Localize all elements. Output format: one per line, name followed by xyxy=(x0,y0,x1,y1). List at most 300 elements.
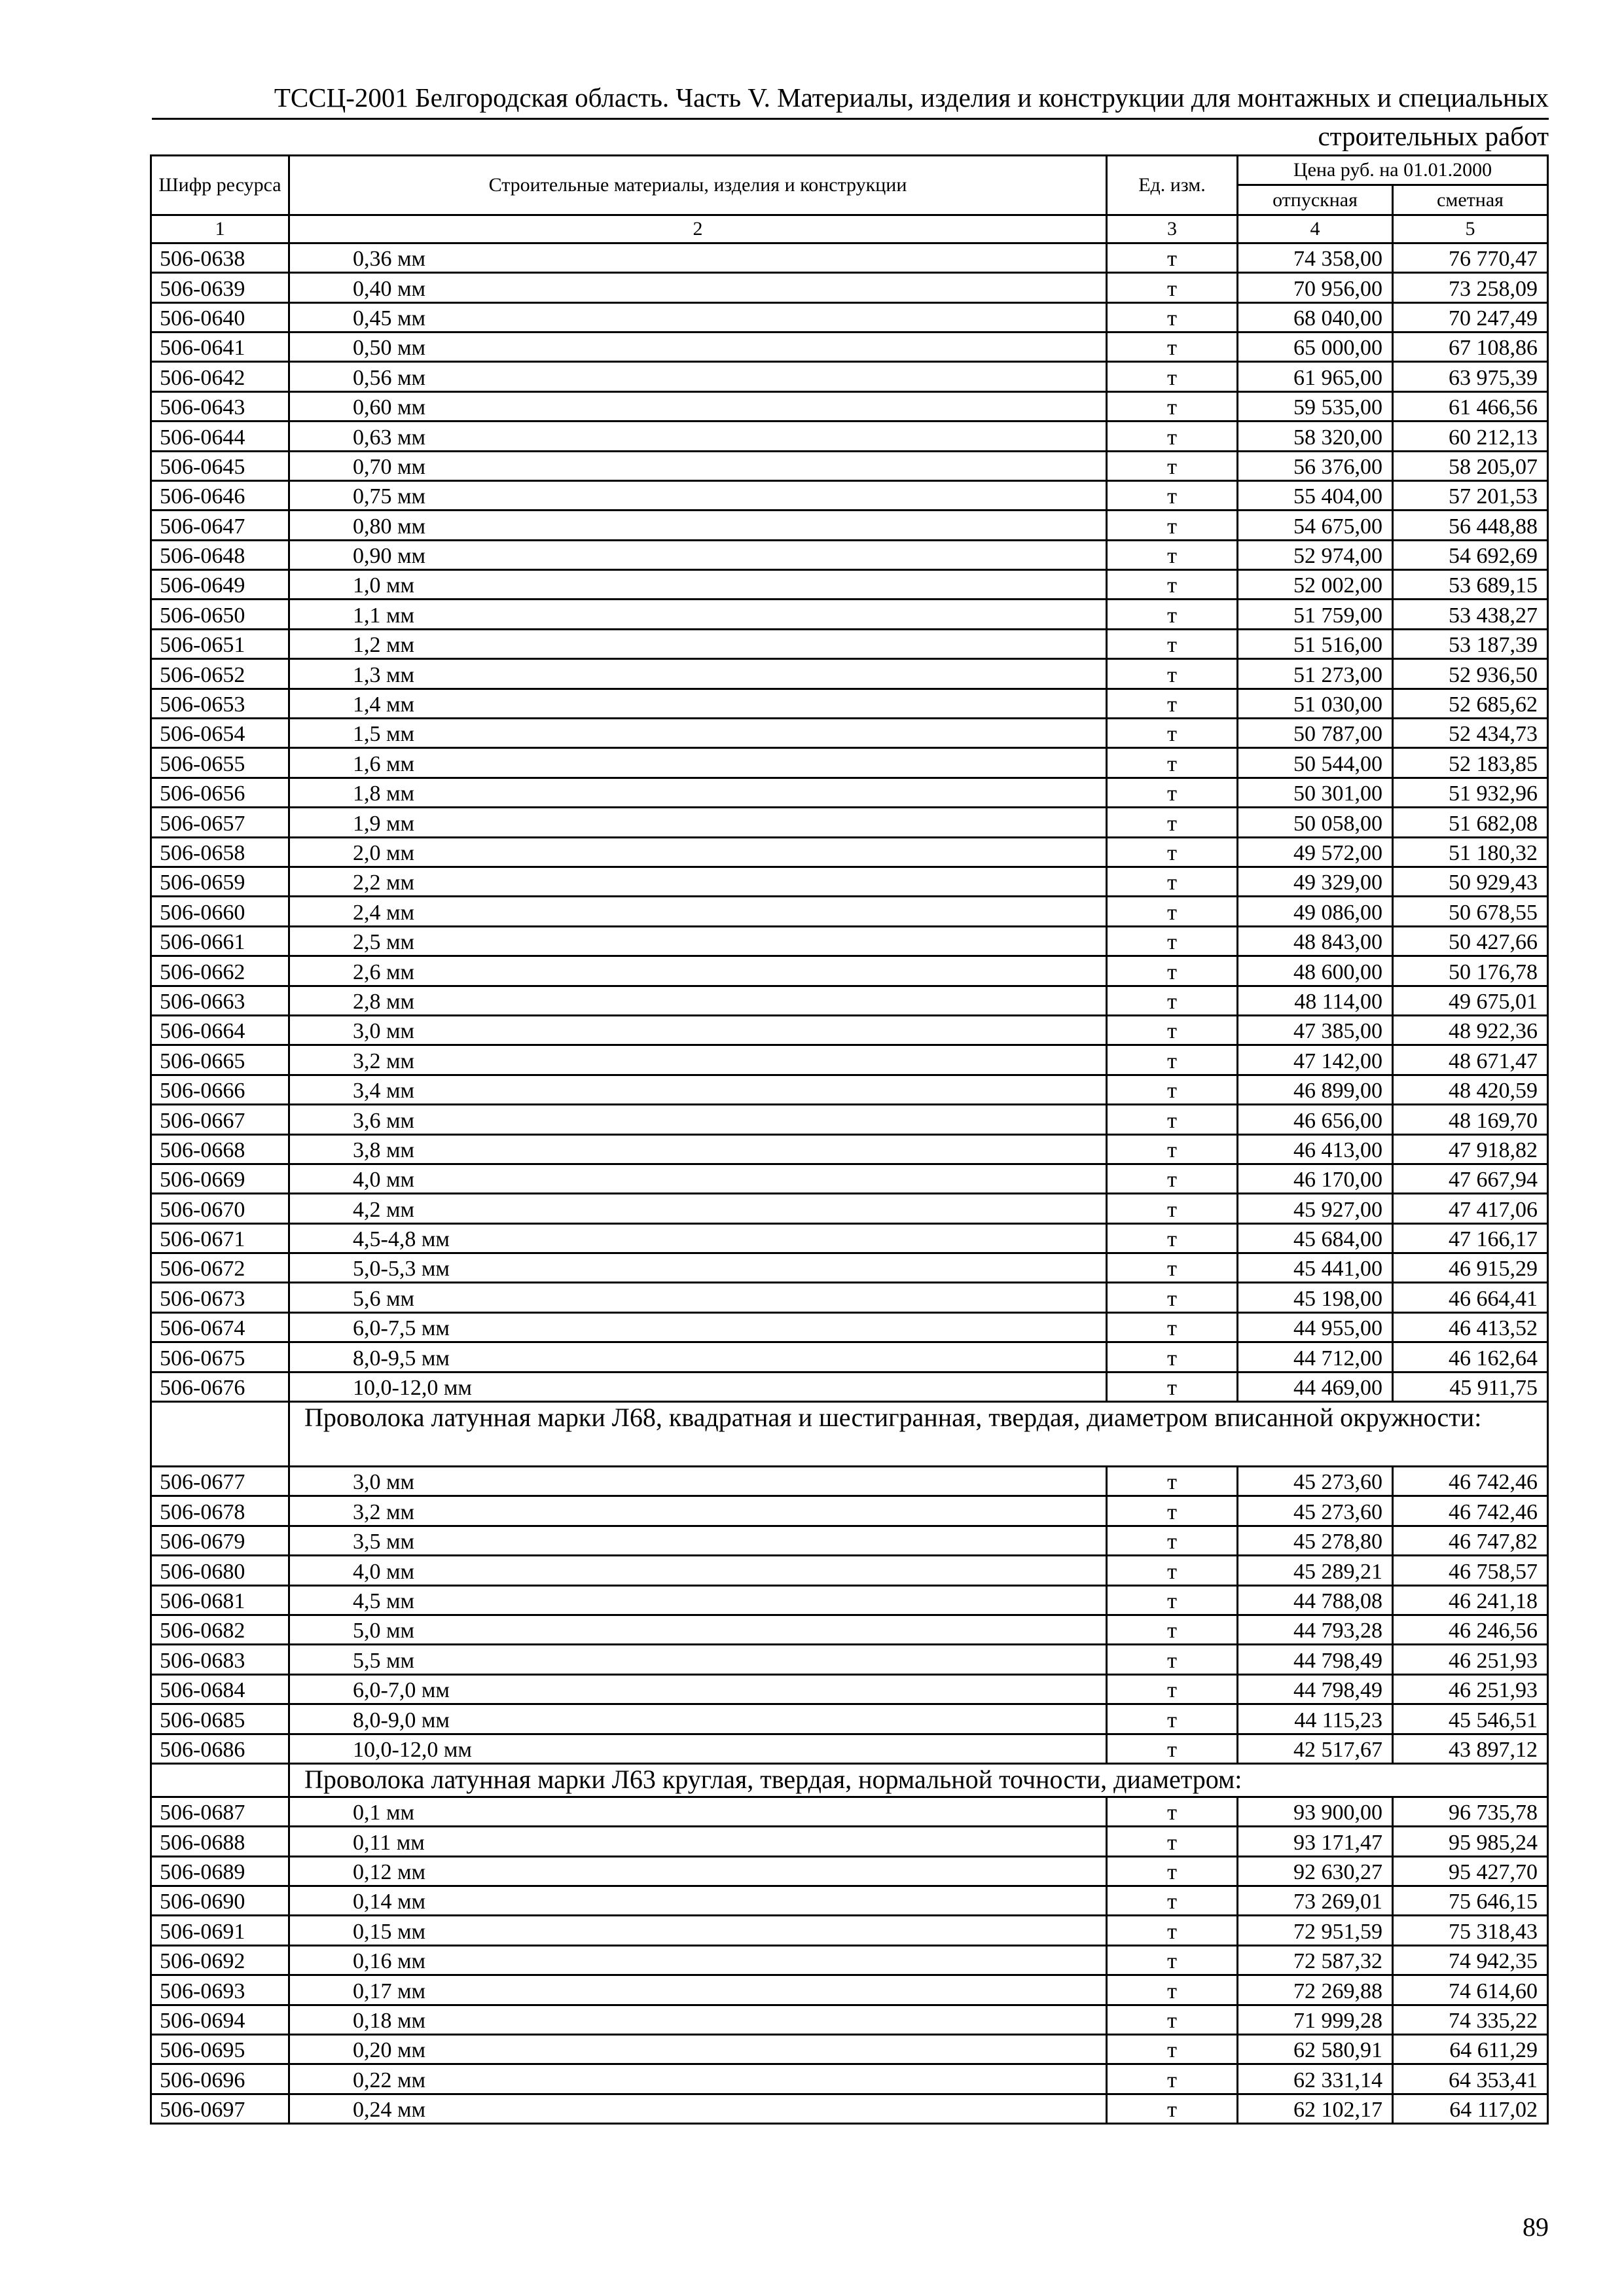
resource-code: 506-0642 xyxy=(151,362,289,391)
material-name: 0,22 мм xyxy=(289,2064,1107,2094)
release-price: 58 320,00 xyxy=(1238,422,1393,451)
resource-code: 506-0695 xyxy=(151,2035,289,2064)
release-price: 55 404,00 xyxy=(1238,480,1393,510)
unit: т xyxy=(1107,897,1238,926)
estimate-price: 52 685,62 xyxy=(1393,689,1548,718)
release-price: 45 198,00 xyxy=(1238,1283,1393,1312)
resource-code: 506-0669 xyxy=(151,1164,289,1193)
release-price: 44 955,00 xyxy=(1238,1312,1393,1342)
release-price: 45 927,00 xyxy=(1238,1194,1393,1223)
resource-code: 506-0672 xyxy=(151,1253,289,1283)
material-name: 0,50 мм xyxy=(289,332,1107,361)
release-price: 49 086,00 xyxy=(1238,897,1393,926)
material-name: 0,24 мм xyxy=(289,2094,1107,2123)
table-row xyxy=(151,2064,1548,2094)
unit: т xyxy=(1107,689,1238,718)
material-name: 1,9 мм xyxy=(289,808,1107,837)
resource-code: 506-0690 xyxy=(151,1886,289,1916)
header-unit: Ед. изм. xyxy=(1107,156,1238,215)
resource-code: 506-0680 xyxy=(151,1556,289,1585)
table-row xyxy=(151,1075,1548,1104)
table-row xyxy=(151,719,1548,748)
material-name: 3,8 мм xyxy=(289,1134,1107,1164)
table-row xyxy=(151,1164,1548,1193)
material-name: 5,0-5,3 мм xyxy=(289,1253,1107,1283)
material-name: 3,5 мм xyxy=(289,1526,1107,1555)
estimate-price: 64 353,41 xyxy=(1393,2064,1548,2094)
material-name: 5,6 мм xyxy=(289,1283,1107,1312)
material-name: 0,90 мм xyxy=(289,540,1107,569)
estimate-price: 46 251,93 xyxy=(1393,1674,1548,1704)
unit: т xyxy=(1107,1526,1238,1555)
estimate-price: 56 448,88 xyxy=(1393,511,1548,540)
release-price: 62 102,17 xyxy=(1238,2094,1393,2123)
table-row xyxy=(151,1045,1548,1075)
estimate-price: 46 747,82 xyxy=(1393,1526,1548,1555)
resource-code: 506-0655 xyxy=(151,748,289,778)
release-price: 48 114,00 xyxy=(1238,986,1393,1015)
material-name: 6,0-7,5 мм xyxy=(289,1312,1107,1342)
table-row xyxy=(151,1015,1548,1045)
resource-code: 506-0668 xyxy=(151,1134,289,1164)
table-row xyxy=(151,511,1548,540)
unit: т xyxy=(1107,719,1238,748)
unit: т xyxy=(1107,986,1238,1015)
table-row xyxy=(151,2005,1548,2034)
header-price: Цена руб. на 01.01.2000 xyxy=(1238,156,1548,185)
material-name: 1,5 мм xyxy=(289,719,1107,748)
estimate-price: 75 318,43 xyxy=(1393,1916,1548,1945)
resource-code: 506-0677 xyxy=(151,1467,289,1496)
estimate-price: 74 335,22 xyxy=(1393,2005,1548,2034)
resource-code: 506-0638 xyxy=(151,243,289,272)
release-price: 52 002,00 xyxy=(1238,570,1393,600)
material-name: 10,0-12,0 мм xyxy=(289,1372,1107,1401)
release-price: 44 469,00 xyxy=(1238,1372,1393,1401)
unit: т xyxy=(1107,1164,1238,1193)
estimate-price: 96 735,78 xyxy=(1393,1797,1548,1826)
unit: т xyxy=(1107,1975,1238,2005)
estimate-price: 73 258,09 xyxy=(1393,273,1548,302)
resource-code: 506-0647 xyxy=(151,511,289,540)
release-price: 50 787,00 xyxy=(1238,719,1393,748)
resource-code: 506-0697 xyxy=(151,2094,289,2123)
table-row xyxy=(151,1704,1548,1734)
table-row xyxy=(151,422,1548,451)
resource-code: 506-0674 xyxy=(151,1312,289,1342)
material-name: 1,3 мм xyxy=(289,659,1107,689)
unit: т xyxy=(1107,956,1238,986)
material-name: 0,16 мм xyxy=(289,1945,1107,1975)
resource-code: 506-0645 xyxy=(151,451,289,480)
material-name: 3,2 мм xyxy=(289,1045,1107,1075)
unit: т xyxy=(1107,570,1238,600)
section-heading: Проволока латунная марки Л63 круглая, твердая, нормальной точности, диаметром: xyxy=(289,1763,1548,1797)
material-name: 0,18 мм xyxy=(289,2005,1107,2034)
estimate-price: 52 183,85 xyxy=(1393,748,1548,778)
estimate-price: 50 427,66 xyxy=(1393,926,1548,956)
table-row xyxy=(151,1556,1548,1585)
release-price: 44 712,00 xyxy=(1238,1342,1393,1372)
material-name: 3,0 мм xyxy=(289,1467,1107,1496)
header-release-price: отпускная xyxy=(1238,185,1393,215)
unit: т xyxy=(1107,2064,1238,2094)
release-price: 48 843,00 xyxy=(1238,926,1393,956)
resource-code: 506-0654 xyxy=(151,719,289,748)
header-row-top xyxy=(151,156,1548,185)
release-price: 46 656,00 xyxy=(1238,1105,1393,1134)
estimate-price: 45 546,51 xyxy=(1393,1704,1548,1734)
release-price: 51 030,00 xyxy=(1238,689,1393,718)
release-price: 49 572,00 xyxy=(1238,837,1393,867)
unit: т xyxy=(1107,1945,1238,1975)
estimate-price: 46 742,46 xyxy=(1393,1467,1548,1496)
resource-code: 506-0673 xyxy=(151,1283,289,1312)
release-price: 46 413,00 xyxy=(1238,1134,1393,1164)
resource-code: 506-0678 xyxy=(151,1496,289,1526)
estimate-price: 46 915,29 xyxy=(1393,1253,1548,1283)
estimate-price: 61 466,56 xyxy=(1393,391,1548,421)
estimate-price: 60 212,13 xyxy=(1393,422,1548,451)
table-row xyxy=(151,1975,1548,2005)
table-row xyxy=(151,1253,1548,1283)
table-row xyxy=(151,1856,1548,1886)
unit: т xyxy=(1107,1342,1238,1372)
estimate-price: 64 117,02 xyxy=(1393,2094,1548,2123)
material-name: 1,8 мм xyxy=(289,778,1107,807)
release-price: 45 273,60 xyxy=(1238,1467,1393,1496)
estimate-price: 50 678,55 xyxy=(1393,897,1548,926)
estimate-price: 53 187,39 xyxy=(1393,629,1548,658)
table-row xyxy=(151,2035,1548,2064)
resource-code: 506-0664 xyxy=(151,1015,289,1045)
unit: т xyxy=(1107,1015,1238,1045)
table-row xyxy=(151,1827,1548,1856)
estimate-price: 67 108,86 xyxy=(1393,332,1548,361)
estimate-price: 54 692,69 xyxy=(1393,540,1548,569)
unit: т xyxy=(1107,600,1238,629)
resource-code: 506-0658 xyxy=(151,837,289,867)
table-row xyxy=(151,1496,1548,1526)
material-name: 0,75 мм xyxy=(289,480,1107,510)
resource-code: 506-0662 xyxy=(151,956,289,986)
release-price: 72 269,88 xyxy=(1238,1975,1393,2005)
release-price: 48 600,00 xyxy=(1238,956,1393,986)
table-body xyxy=(151,243,1548,2123)
release-price: 62 331,14 xyxy=(1238,2064,1393,2094)
release-price: 54 675,00 xyxy=(1238,511,1393,540)
release-price: 71 999,28 xyxy=(1238,2005,1393,2034)
unit: т xyxy=(1107,778,1238,807)
release-price: 50 058,00 xyxy=(1238,808,1393,837)
estimate-price: 50 929,43 xyxy=(1393,867,1548,896)
unit: т xyxy=(1107,1134,1238,1164)
resource-code: 506-0667 xyxy=(151,1105,289,1134)
table-row xyxy=(151,1734,1548,1763)
material-name: 1,4 мм xyxy=(289,689,1107,718)
table-row xyxy=(151,2094,1548,2123)
table-row xyxy=(151,867,1548,896)
release-price: 56 376,00 xyxy=(1238,451,1393,480)
estimate-price: 64 611,29 xyxy=(1393,2035,1548,2064)
resource-code: 506-0657 xyxy=(151,808,289,837)
release-price: 59 535,00 xyxy=(1238,391,1393,421)
material-name: 0,14 мм xyxy=(289,1886,1107,1916)
material-name: 4,5 мм xyxy=(289,1585,1107,1615)
material-name: 1,1 мм xyxy=(289,600,1107,629)
table-row xyxy=(151,956,1548,986)
material-name: 4,0 мм xyxy=(289,1556,1107,1585)
release-price: 46 170,00 xyxy=(1238,1164,1393,1193)
unit: т xyxy=(1107,2005,1238,2034)
estimate-price: 48 671,47 xyxy=(1393,1045,1548,1075)
release-price: 45 684,00 xyxy=(1238,1223,1393,1253)
unit: т xyxy=(1107,1615,1238,1644)
estimate-price: 53 438,27 xyxy=(1393,600,1548,629)
section-row xyxy=(151,1402,1548,1467)
resource-code: 506-0650 xyxy=(151,600,289,629)
unit: т xyxy=(1107,1253,1238,1283)
resource-code: 506-0676 xyxy=(151,1372,289,1401)
release-price: 45 278,80 xyxy=(1238,1526,1393,1555)
unit: т xyxy=(1107,2094,1238,2123)
estimate-price: 46 241,18 xyxy=(1393,1585,1548,1615)
unit: т xyxy=(1107,1467,1238,1496)
material-name: 1,2 мм xyxy=(289,629,1107,658)
estimate-price: 46 162,64 xyxy=(1393,1342,1548,1372)
material-name: 0,80 мм xyxy=(289,511,1107,540)
material-name: 0,60 мм xyxy=(289,391,1107,421)
section-code-cell xyxy=(151,1402,289,1467)
estimate-price: 49 675,01 xyxy=(1393,986,1548,1015)
material-name: 0,36 мм xyxy=(289,243,1107,272)
unit: т xyxy=(1107,1886,1238,1916)
resource-code: 506-0653 xyxy=(151,689,289,718)
table-row xyxy=(151,1886,1548,1916)
table-row xyxy=(151,1105,1548,1134)
resource-code: 506-0639 xyxy=(151,273,289,302)
table-row xyxy=(151,1674,1548,1704)
estimate-price: 75 646,15 xyxy=(1393,1886,1548,1916)
material-name: 10,0-12,0 мм xyxy=(289,1734,1107,1763)
resource-code: 506-0696 xyxy=(151,2064,289,2094)
resource-code: 506-0640 xyxy=(151,302,289,332)
table-row xyxy=(151,1467,1548,1496)
resource-code: 506-0663 xyxy=(151,986,289,1015)
table-row xyxy=(151,1134,1548,1164)
estimate-price: 46 413,52 xyxy=(1393,1312,1548,1342)
material-name: 0,15 мм xyxy=(289,1916,1107,1945)
estimate-price: 46 251,93 xyxy=(1393,1645,1548,1674)
estimate-price: 46 664,41 xyxy=(1393,1283,1548,1312)
release-price: 47 385,00 xyxy=(1238,1015,1393,1045)
unit: т xyxy=(1107,243,1238,272)
material-name: 2,2 мм xyxy=(289,867,1107,896)
release-price: 44 788,08 xyxy=(1238,1585,1393,1615)
resource-code: 506-0681 xyxy=(151,1585,289,1615)
unit: т xyxy=(1107,2035,1238,2064)
unit: т xyxy=(1107,540,1238,569)
column-number-row xyxy=(151,215,1548,243)
column-number: 2 xyxy=(289,215,1107,243)
unit: т xyxy=(1107,451,1238,480)
unit: т xyxy=(1107,867,1238,896)
unit: т xyxy=(1107,302,1238,332)
table-row xyxy=(151,540,1548,569)
table-row xyxy=(151,243,1548,272)
unit: т xyxy=(1107,332,1238,361)
material-name: 3,6 мм xyxy=(289,1105,1107,1134)
table-row xyxy=(151,391,1548,421)
header-code: Шифр ресурса xyxy=(151,156,289,215)
material-name: 0,20 мм xyxy=(289,2035,1107,2064)
estimate-price: 63 975,39 xyxy=(1393,362,1548,391)
release-price: 51 273,00 xyxy=(1238,659,1393,689)
release-price: 51 759,00 xyxy=(1238,600,1393,629)
estimate-price: 48 922,36 xyxy=(1393,1015,1548,1045)
release-price: 61 965,00 xyxy=(1238,362,1393,391)
unit: т xyxy=(1107,511,1238,540)
material-name: 0,17 мм xyxy=(289,1975,1107,2005)
unit: т xyxy=(1107,1372,1238,1401)
material-name: 3,0 мм xyxy=(289,1015,1107,1045)
running-header-line-1: ТССЦ-2001 Белгородская область. Часть V. Материалы, изделия и конструкции для монтажных и специальных xyxy=(274,82,1549,113)
estimate-price: 53 689,15 xyxy=(1393,570,1548,600)
unit: т xyxy=(1107,1045,1238,1075)
unit: т xyxy=(1107,1797,1238,1826)
header-material: Строительные материалы, изделия и конструкции xyxy=(289,156,1107,215)
resource-code: 506-0661 xyxy=(151,926,289,956)
material-name: 2,0 мм xyxy=(289,837,1107,867)
table-row xyxy=(151,808,1548,837)
unit: т xyxy=(1107,1856,1238,1886)
resource-code: 506-0671 xyxy=(151,1223,289,1253)
table-row xyxy=(151,1615,1548,1644)
estimate-price: 46 758,57 xyxy=(1393,1556,1548,1585)
release-price: 44 798,49 xyxy=(1238,1674,1393,1704)
unit: т xyxy=(1107,926,1238,956)
estimate-price: 95 427,70 xyxy=(1393,1856,1548,1886)
running-header-line-2: строительных работ xyxy=(1318,121,1549,151)
table-row xyxy=(151,1916,1548,1945)
release-price: 45 441,00 xyxy=(1238,1253,1393,1283)
unit: т xyxy=(1107,362,1238,391)
unit: т xyxy=(1107,480,1238,510)
material-name: 3,2 мм xyxy=(289,1496,1107,1526)
table-row xyxy=(151,778,1548,807)
resource-code: 506-0693 xyxy=(151,1975,289,2005)
table-row xyxy=(151,1342,1548,1372)
column-number: 4 xyxy=(1238,215,1393,243)
table-row xyxy=(151,570,1548,600)
material-name: 5,0 мм xyxy=(289,1615,1107,1644)
section-code-cell xyxy=(151,1763,289,1797)
table-row xyxy=(151,926,1548,956)
release-price: 51 516,00 xyxy=(1238,629,1393,658)
estimate-price: 57 201,53 xyxy=(1393,480,1548,510)
resource-code: 506-0643 xyxy=(151,391,289,421)
table-row xyxy=(151,600,1548,629)
unit: т xyxy=(1107,1223,1238,1253)
estimate-price: 52 936,50 xyxy=(1393,659,1548,689)
table-row xyxy=(151,1526,1548,1555)
estimate-price: 52 434,73 xyxy=(1393,719,1548,748)
column-number: 1 xyxy=(151,215,289,243)
unit: т xyxy=(1107,1312,1238,1342)
estimate-price: 47 166,17 xyxy=(1393,1223,1548,1253)
material-name: 0,40 мм xyxy=(289,273,1107,302)
unit: т xyxy=(1107,1496,1238,1526)
section-row xyxy=(151,1763,1548,1797)
unit: т xyxy=(1107,837,1238,867)
estimate-price: 46 742,46 xyxy=(1393,1496,1548,1526)
unit: т xyxy=(1107,1194,1238,1223)
release-price: 73 269,01 xyxy=(1238,1886,1393,1916)
material-name: 4,0 мм xyxy=(289,1164,1107,1193)
table-row xyxy=(151,332,1548,361)
material-name: 8,0-9,0 мм xyxy=(289,1704,1107,1734)
release-price: 42 517,67 xyxy=(1238,1734,1393,1763)
unit: т xyxy=(1107,1283,1238,1312)
resource-code: 506-0679 xyxy=(151,1526,289,1555)
material-name: 2,4 мм xyxy=(289,897,1107,926)
resource-code: 506-0686 xyxy=(151,1734,289,1763)
section-heading: Проволока латунная марки Л68, квадратная и шестигранная, твердая, диаметром вписанной окружности: xyxy=(289,1402,1548,1467)
release-price: 65 000,00 xyxy=(1238,332,1393,361)
release-price: 72 587,32 xyxy=(1238,1945,1393,1975)
resource-code: 506-0688 xyxy=(151,1827,289,1856)
material-name: 6,0-7,0 мм xyxy=(289,1674,1107,1704)
material-name: 0,1 мм xyxy=(289,1797,1107,1826)
unit: т xyxy=(1107,1556,1238,1585)
table-row xyxy=(151,302,1548,332)
estimate-price: 74 614,60 xyxy=(1393,1975,1548,2005)
resource-code: 506-0641 xyxy=(151,332,289,361)
release-price: 44 798,49 xyxy=(1238,1645,1393,1674)
table-row xyxy=(151,1645,1548,1674)
estimate-price: 43 897,12 xyxy=(1393,1734,1548,1763)
resource-code: 506-0670 xyxy=(151,1194,289,1223)
release-price: 74 358,00 xyxy=(1238,243,1393,272)
table-row xyxy=(151,480,1548,510)
material-name: 0,56 мм xyxy=(289,362,1107,391)
resource-code: 506-0644 xyxy=(151,422,289,451)
unit: т xyxy=(1107,1916,1238,1945)
release-price: 62 580,91 xyxy=(1238,2035,1393,2064)
release-price: 93 171,47 xyxy=(1238,1827,1393,1856)
unit: т xyxy=(1107,391,1238,421)
unit: т xyxy=(1107,1704,1238,1734)
unit: т xyxy=(1107,1585,1238,1615)
resource-code: 506-0687 xyxy=(151,1797,289,1826)
table-row xyxy=(151,837,1548,867)
table-row xyxy=(151,1194,1548,1223)
material-name: 5,5 мм xyxy=(289,1645,1107,1674)
material-name: 2,6 мм xyxy=(289,956,1107,986)
release-price: 72 951,59 xyxy=(1238,1916,1393,1945)
table-row xyxy=(151,451,1548,480)
page-number: 89 xyxy=(1523,2212,1549,2242)
estimate-price: 47 918,82 xyxy=(1393,1134,1548,1164)
material-name: 4,5-4,8 мм xyxy=(289,1223,1107,1253)
resource-code: 506-0694 xyxy=(151,2005,289,2034)
header-estimate-price: сметная xyxy=(1393,185,1548,215)
resource-code: 506-0689 xyxy=(151,1856,289,1886)
resource-code: 506-0666 xyxy=(151,1075,289,1104)
resource-code: 506-0692 xyxy=(151,1945,289,1975)
table-row xyxy=(151,897,1548,926)
unit: т xyxy=(1107,1645,1238,1674)
